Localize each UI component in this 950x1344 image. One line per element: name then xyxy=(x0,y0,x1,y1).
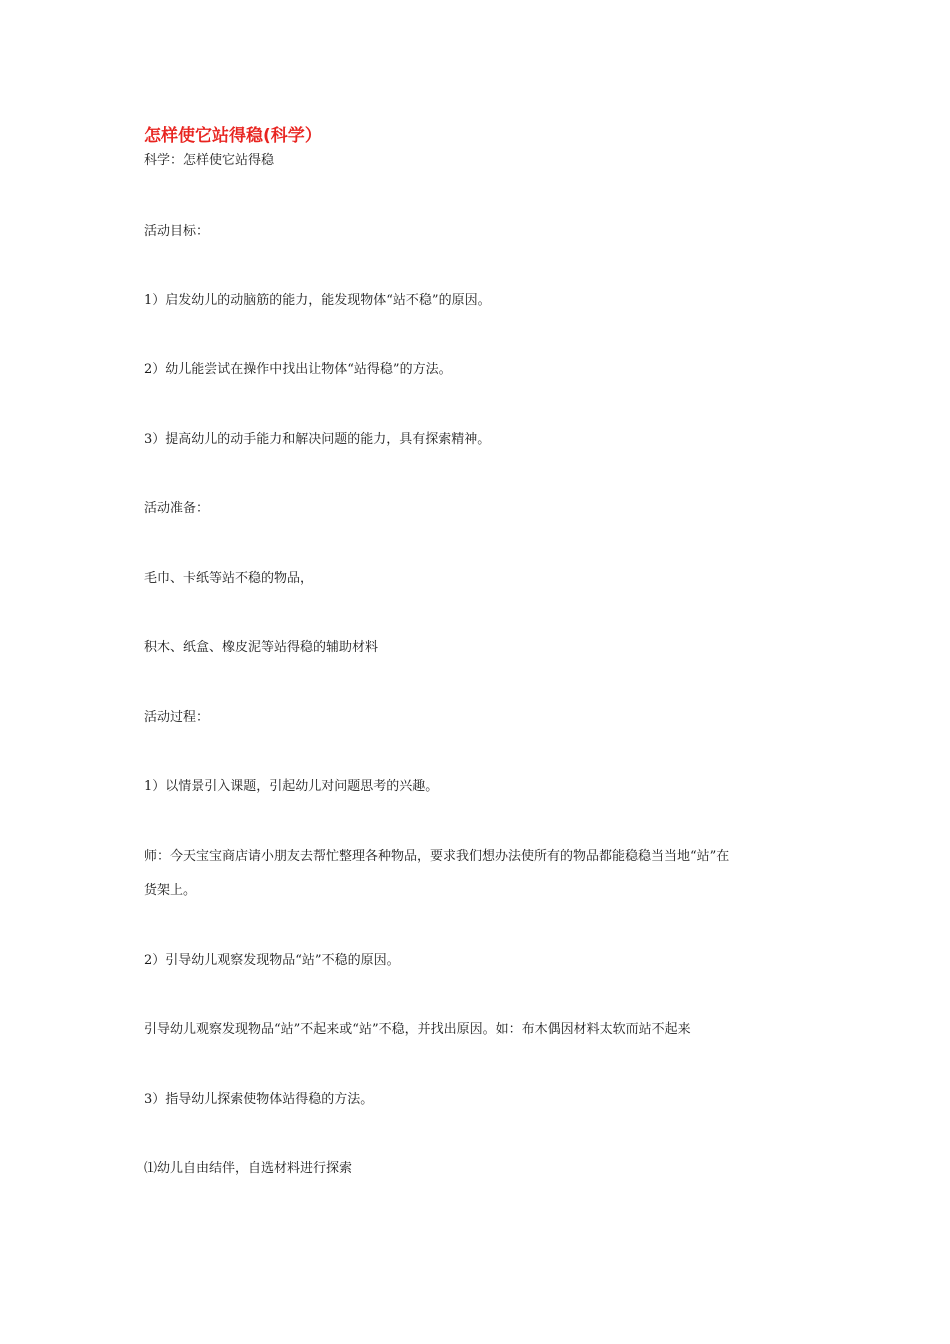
process-step-3: 3）指导幼儿探索使物体站得稳的方法。 xyxy=(144,1092,374,1107)
process-step-1: 1）以情景引入课题，引起幼儿对问题思考的兴趣。 xyxy=(144,779,439,794)
prep-heading: 活动准备： xyxy=(144,501,210,516)
teacher-line-1: 师：今天宝宝商店请小朋友去帮忙整理各种物品，要求我们想办法使所有的物品都能稳稳当当地“站”在 xyxy=(144,849,730,864)
document-title: 怎样使它站得稳(科学） xyxy=(144,126,322,146)
prep-item-1: 毛巾、卡纸等站不稳的物品， xyxy=(144,571,314,586)
goal-2: 2）幼儿能尝试在操作中找出让物体“站得稳”的方法。 xyxy=(144,362,452,377)
teacher-line-2: 货架上。 xyxy=(144,883,197,898)
process-step-2: 2）引导幼儿观察发现物品“站”不稳的原因。 xyxy=(144,953,400,968)
goal-1: 1）启发幼儿的动脑筋的能力，能发现物体“站不稳”的原因。 xyxy=(144,293,491,308)
prep-item-2: 积木、纸盒、橡皮泥等站得稳的辅助材料 xyxy=(144,640,379,655)
process-heading: 活动过程： xyxy=(144,710,210,725)
goals-heading: 活动目标： xyxy=(144,224,210,239)
process-step-3-sub: ⑴幼儿自由结伴，自选材料进行探索 xyxy=(144,1161,353,1176)
process-step-2-detail: 引导幼儿观察发现物品“站”不起来或“站”不稳，并找出原因。如：布木偶因材料太软而站不起来 xyxy=(144,1022,691,1037)
document-subtitle: 科学：怎样使它站得稳 xyxy=(144,153,275,168)
goal-3: 3）提高幼儿的动手能力和解决问题的能力，具有探索精神。 xyxy=(144,432,491,447)
